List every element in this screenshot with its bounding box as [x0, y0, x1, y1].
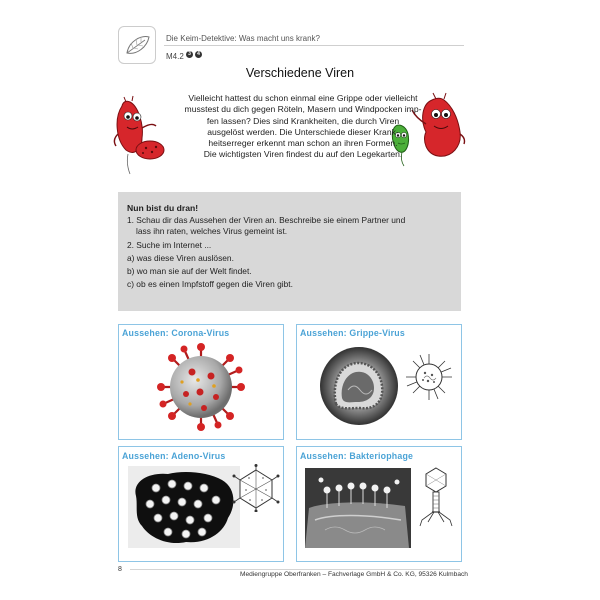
grade-badge: 3: [186, 51, 193, 58]
leaf-icon: [119, 27, 155, 63]
intro-line: heitserreger erkennt man schon an ihren Formen.: [208, 138, 398, 149]
intro-line: fen lassen? Dies sind Krankheiten, die durch Viren: [206, 115, 400, 126]
grade-badge: 4: [195, 51, 202, 58]
series-title: Die Keim-Detektive: Was macht uns krank?: [166, 34, 320, 43]
corona-virus-image: [156, 342, 246, 432]
material-code: M4.2: [166, 52, 184, 61]
germ-characters-left: [108, 94, 174, 180]
grippe-virus-micrograph: [318, 346, 400, 426]
footer-divider: [130, 569, 460, 570]
task-item: c) ob es einen Impfstoff gegen die Viren gibt.: [127, 279, 293, 289]
grippe-virus-diagram: [404, 352, 454, 402]
intro-line: Die wichtigsten Viren findest du auf den Legekarten.: [203, 149, 403, 160]
bakteriophage-micrograph: [305, 468, 411, 548]
grade-badges: [186, 51, 202, 58]
intro-line: Vielleicht hattest du schon einmal eine Grippe oder vielleicht: [188, 93, 418, 103]
adeno-virus-diagram: [232, 464, 280, 512]
series-logo: [118, 26, 156, 64]
task-item: lass ihn raten, welches Virus gemeint ist.: [136, 226, 288, 236]
intro-line: musstest du dich gegen Röteln, Masern und Windpocken imp-: [184, 104, 422, 115]
intro-line: ausgelöst werden. Die Unterschiede dieser Krank-: [207, 126, 399, 137]
adeno-virus-micrograph: [128, 466, 240, 548]
bakteriophage-diagram: [416, 466, 456, 528]
task-item: 2. Suche im Internet ...: [127, 240, 212, 250]
red-germ-small-icon: [136, 141, 164, 159]
page-title: Verschiedene Viren: [245, 66, 355, 80]
page-number: 8: [118, 566, 122, 573]
publisher-line: Mediengruppe Oberfranken – Fachverlage GmbH & Co. KG, 95326 Kulmbach: [240, 571, 468, 578]
task-item: b) wo man sie auf der Welt findet.: [127, 266, 252, 276]
task-title: Nun bist du dran!: [127, 203, 199, 213]
header-divider: [164, 45, 464, 46]
intro-paragraph: [168, 93, 438, 161]
task-item: 1. Schau dir das Aussehen der Viren an. Beschreibe sie einem Partner und: [127, 215, 406, 225]
card-label: Aussehen: Bakteriophage: [300, 451, 414, 461]
card-label: Aussehen: Grippe-Virus: [300, 328, 405, 338]
card-label: Aussehen: Adeno-Virus: [122, 451, 226, 461]
task-item: a) was diese Viren auslösen.: [127, 253, 234, 263]
card-label: Aussehen: Corona-Virus: [122, 328, 230, 338]
